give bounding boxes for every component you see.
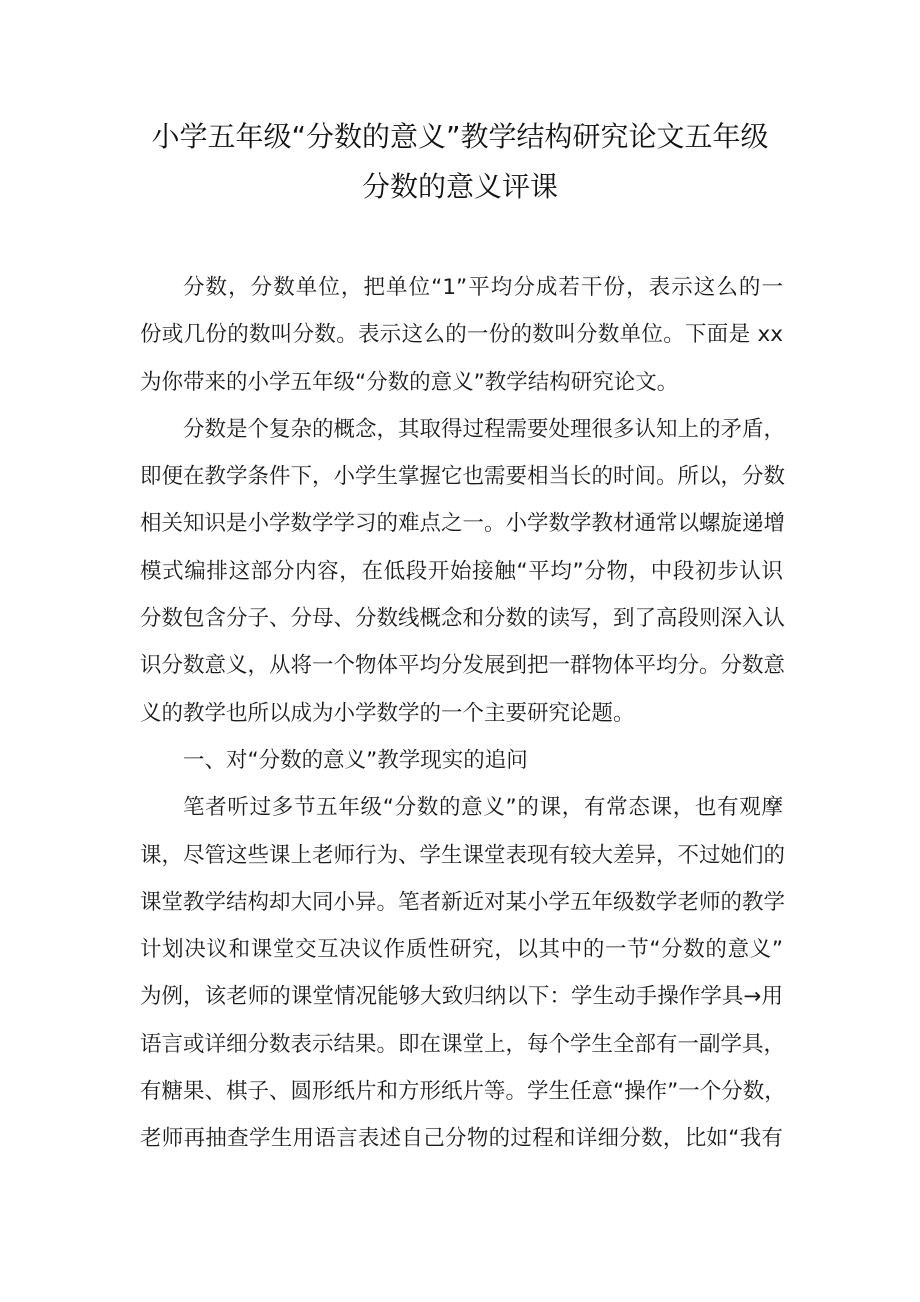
- text-line: 老师再抽查学生用语言表述自己分物的过程和详细分数，比如“我有: [140, 1126, 783, 1152]
- text-line: 为你带来的小学五年级“分数的意义”教学结构研究论文。: [140, 369, 679, 395]
- text-line: 分数是个复杂的概念，其取得过程需要处理很多认知上的矛盾，: [183, 416, 786, 442]
- text-line: 课堂教学结构却大同小异。笔者新近对某小学五年级数学老师的教学: [140, 889, 786, 915]
- paragraph-concept: [140, 406, 786, 737]
- text-line: 笔者听过多节五年级“分数的意义”的课，有常态课，也有观摩: [183, 795, 783, 821]
- text-line: 课，尽管这些课上老师行为、学生课堂表现有较大差异，不过她们的: [140, 842, 786, 868]
- text-line: 有糖果、棋子、圆形纸片和方形纸片等。学生任意“操作”一个分数，: [140, 1079, 786, 1105]
- title-line-2: 分数的意义评课: [361, 170, 558, 203]
- text-line: 分数包含分子、分母、分数线概念和分数的读写，到了高段则深入认: [140, 606, 786, 632]
- text-line: 模式编排这部分内容，在低段开始接触“平均”分物，中段初步认识: [140, 558, 783, 584]
- text-line: 为例，该老师的课堂情况能够大致归纳以下：学生动手操作学具→用: [140, 984, 783, 1010]
- title-line-1: 小学五年级“分数的意义”教学结构研究论文五年级: [151, 120, 769, 153]
- text-line: 即便在教学条件下，小学生掌握它也需要相当长的时间。所以，分数: [140, 464, 786, 490]
- text-line: 相关知识是小学数学学习的难点之一。小学数学教材通常以螺旋递增: [140, 511, 786, 537]
- paragraph-observation: [140, 784, 786, 1162]
- document-title: [120, 112, 800, 212]
- heading-line: 一、对“分数的意义”教学现实的追问: [183, 747, 528, 773]
- text-line: 语言或详细分数表示结果。即在课堂上，每个学生全部有一副学具，: [140, 1031, 786, 1057]
- text-line: 识分数意义，从将一个物体平均分发展到把一群物体平均分。分数意: [140, 653, 786, 679]
- text-line: 份或几份的数叫分数。表示这么的一份的数叫分数单位。下面是 xx: [140, 322, 783, 348]
- section-heading: [140, 737, 783, 784]
- text-line: 义的教学也所以成为小学数学的一个主要研究论题。: [140, 700, 635, 726]
- text-line: 计划决议和课堂交互决议作质性研究，以其中的一节“分数的意义”: [140, 937, 783, 963]
- document-body: [140, 264, 786, 1163]
- text-line: 分数，分数单位，把单位“1”平均分成若干份，表示这么的一: [183, 275, 783, 300]
- paragraph-intro: [140, 264, 783, 406]
